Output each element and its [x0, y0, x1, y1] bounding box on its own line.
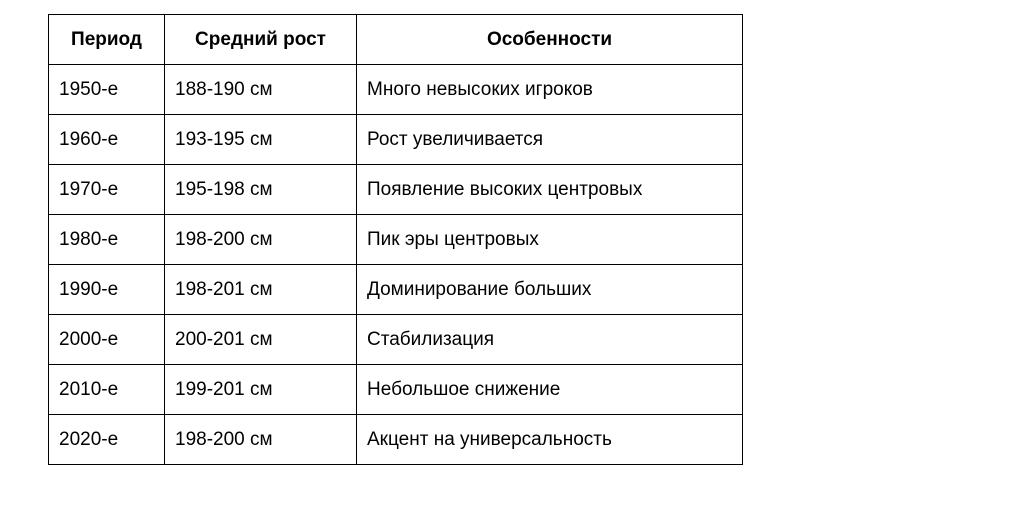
table-row: [49, 415, 743, 465]
table-row: [49, 215, 743, 265]
period-cell: 2020-е: [49, 415, 165, 465]
features-cell: Акцент на универсальность: [357, 415, 743, 465]
period-cell: 1990-е: [49, 265, 165, 315]
average-height-cell: 198-200 см: [165, 215, 357, 265]
period-cell: 1960-е: [49, 115, 165, 165]
table-row: [49, 265, 743, 315]
average-height-cell: 199-201 см: [165, 365, 357, 415]
table-header-row: [49, 15, 743, 65]
period-cell: 1980-е: [49, 215, 165, 265]
table-row: [49, 65, 743, 115]
period-cell: 1970-е: [49, 165, 165, 215]
column-header-features: Особенности: [357, 15, 743, 65]
features-cell: Пик эры центровых: [357, 215, 743, 265]
average-height-cell: 198-201 см: [165, 265, 357, 315]
average-height-cell: 198-200 см: [165, 415, 357, 465]
table-row: [49, 365, 743, 415]
table-row: [49, 115, 743, 165]
table-row: [49, 165, 743, 215]
period-cell: 2000-е: [49, 315, 165, 365]
height-by-decade-table: [48, 14, 743, 465]
average-height-cell: 200-201 см: [165, 315, 357, 365]
features-cell: Рост увеличивается: [357, 115, 743, 165]
table-row: [49, 315, 743, 365]
average-height-cell: 195-198 см: [165, 165, 357, 215]
features-cell: Много невысоких игроков: [357, 65, 743, 115]
average-height-cell: 188-190 см: [165, 65, 357, 115]
average-height-cell: 193-195 см: [165, 115, 357, 165]
features-cell: Доминирование больших: [357, 265, 743, 315]
features-cell: Появление высоких центровых: [357, 165, 743, 215]
period-cell: 2010-е: [49, 365, 165, 415]
features-cell: Стабилизация: [357, 315, 743, 365]
column-header-average-height: Средний рост: [165, 15, 357, 65]
column-header-period: Период: [49, 15, 165, 65]
features-cell: Небольшое снижение: [357, 365, 743, 415]
period-cell: 1950-е: [49, 65, 165, 115]
